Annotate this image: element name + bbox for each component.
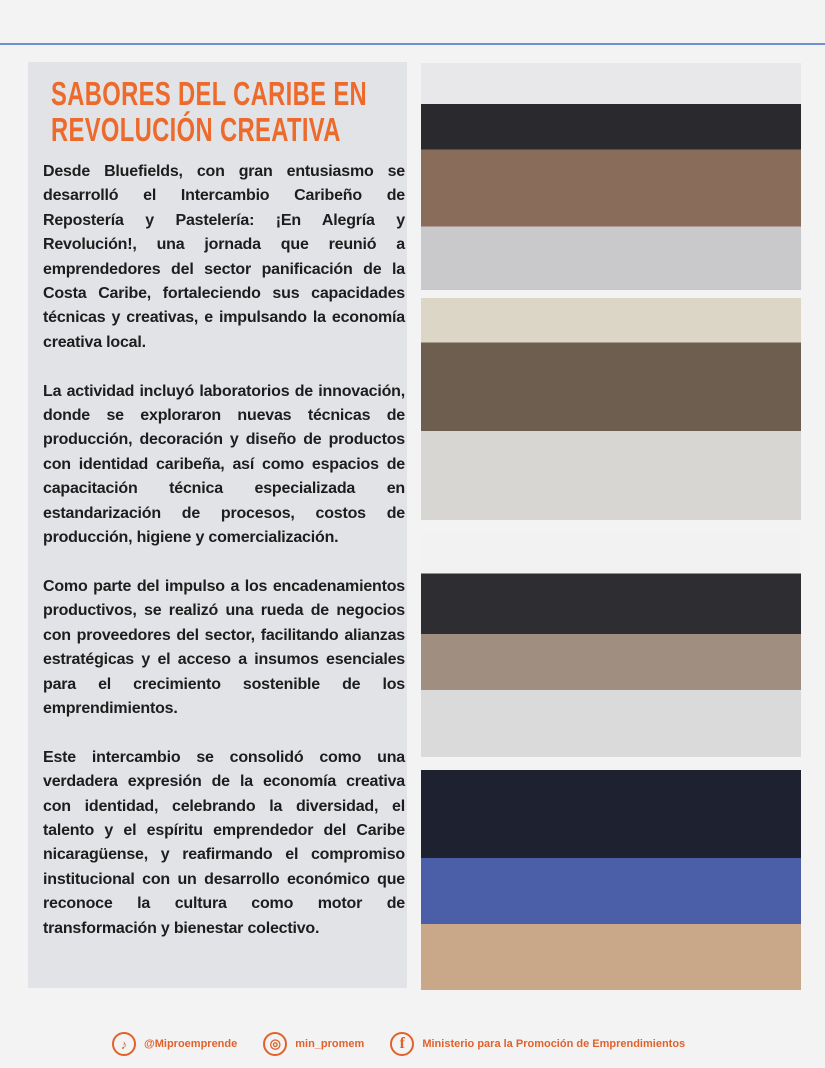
article-body [43,160,405,965]
title-line-2: REVOLUCIÓN CREATIVA [51,111,341,148]
instagram-handle[interactable]: min_promem [295,1038,365,1050]
top-rule [0,43,825,45]
photo-pastry-demonstration [421,770,801,990]
article-title [51,76,397,148]
facebook-page[interactable]: Ministerio para la Promoción de Emprendimientos [422,1038,686,1050]
instagram-icon[interactable]: ◎ [263,1032,287,1056]
title-line-1: SABORES DEL CARIBE EN [51,75,368,112]
paragraph: Desde Bluefields, con gran entusiasmo se desarrolló el Intercambio Caribeño de Repostería y Pastelería: ¡En Alegría y Revolución!, una jornada que reunió a emprendedores del sector panificación de la Costa Caribe, fortaleciendo sus capacidades técnicas y creativas, e impulsando la economía creativa local. [43,163,405,351]
paragraph: Como parte del impulso a los encadenamientos productivos, se realizó una rueda de negocios con proveedores del sector, facilitando alianzas estratégicas y el acceso a insumos esenciales para el crecimiento sostenible de los emprendimientos. [43,577,405,717]
social-footer [112,1030,685,1058]
tiktok-icon[interactable]: ♪ [112,1032,136,1056]
photo-group-event [421,63,801,290]
paragraph: Este intercambio se consolidó como una verdadera expresión de la economía creativa con identidad, celebrando la diversidad, el talento y el espíritu emprendedor del Caribe nicaragüense, y reafirmando el compromiso institucional con un desarrollo económico que reconoce la cultura como motor de transformación y bienestar colectivo. [43,748,405,937]
photo-participants-seated [421,298,801,520]
facebook-icon[interactable]: f [390,1032,414,1056]
paragraph: La actividad incluyó laboratorios de innovación, donde se exploraron nuevas técnicas de producción, decoración y diseño de productos con identidad caribeña, así como espacios de capacitación técnica especializada en estandarización de procesos, costos de producción, higiene y comercialización. [43,382,405,547]
photo-business-roundtable [421,533,801,757]
tiktok-handle[interactable]: @Miproemprende [144,1038,238,1050]
